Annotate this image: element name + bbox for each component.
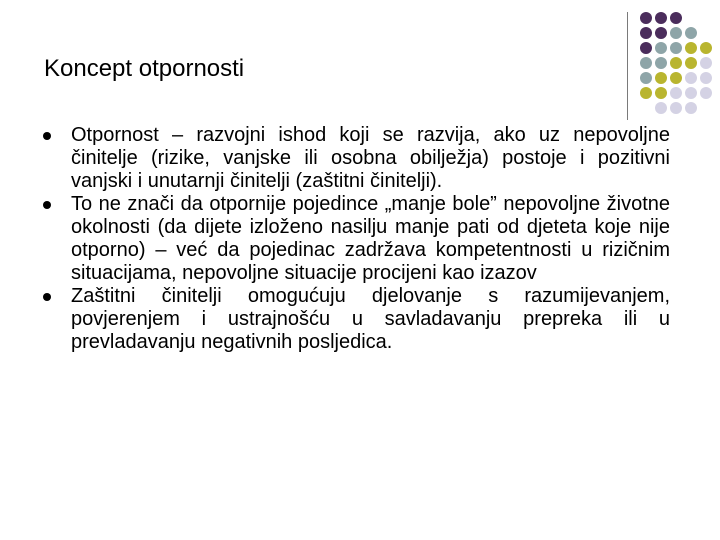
decorative-dot xyxy=(670,27,682,39)
decorative-dot xyxy=(655,72,667,84)
bullet-dot-icon xyxy=(43,132,51,140)
decorative-dot xyxy=(655,27,667,39)
bullet-item xyxy=(42,285,670,354)
bullet-text: To ne znači da otpornije pojedince „manje bole” nepovoljne životne okolnosti (da dijete izloženo nasilju manje pati od djeteta koje nije otporno) – već da pojedinac zadržava kompetentnosti u rizičnim situacijama, nepovoljne situacije procijeni kao izazov xyxy=(71,193,670,284)
decorative-dot xyxy=(685,57,697,69)
decorative-dot xyxy=(670,87,682,99)
decorative-dot xyxy=(640,87,652,99)
decorative-dot xyxy=(640,12,652,24)
decorative-dot xyxy=(655,42,667,54)
decorative-dot xyxy=(640,72,652,84)
decorative-dot xyxy=(670,42,682,54)
bullet-list xyxy=(42,124,670,354)
decorative-dot xyxy=(670,102,682,114)
decorative-dot xyxy=(685,102,697,114)
bullet-item xyxy=(42,124,670,193)
decorative-dot xyxy=(670,57,682,69)
decorative-dot xyxy=(700,57,712,69)
slide-title: Koncept otpornosti xyxy=(44,55,245,82)
decorative-dot xyxy=(700,72,712,84)
decorative-dot xyxy=(670,12,682,24)
decorative-dot xyxy=(700,87,712,99)
decorative-dot xyxy=(685,87,697,99)
bullet-dot-icon xyxy=(43,201,51,209)
decorative-dot xyxy=(685,27,697,39)
decorative-dot xyxy=(700,42,712,54)
decorative-dot xyxy=(640,27,652,39)
decorative-divider xyxy=(627,12,628,120)
decorative-dot xyxy=(640,57,652,69)
bullet-text: Otpornost – razvojni ishod koji se razvija, ako uz nepovoljne činitelje (rizike, vanjske ili osobna obilježja) postoje i pozitivni vanjski i unutarnji činitelji (zaštitni činitelji). xyxy=(71,124,670,192)
decorative-dot xyxy=(685,42,697,54)
bullet-dot-icon xyxy=(43,293,51,301)
bullet-item xyxy=(42,193,670,285)
decorative-dot xyxy=(655,57,667,69)
decorative-dot xyxy=(655,87,667,99)
decorative-dot xyxy=(670,72,682,84)
decorative-dot-grid xyxy=(640,12,720,116)
bullet-text: Zaštitni činitelji omogućuju djelovanje s razumijevanjem, povjerenjem i ustrajnošću u savladavanju prepreka ili u prevladavanju negativnih posljedica. xyxy=(71,285,670,353)
decorative-dot xyxy=(685,72,697,84)
decorative-dot xyxy=(655,12,667,24)
decorative-dot xyxy=(640,42,652,54)
decorative-dot xyxy=(655,102,667,114)
